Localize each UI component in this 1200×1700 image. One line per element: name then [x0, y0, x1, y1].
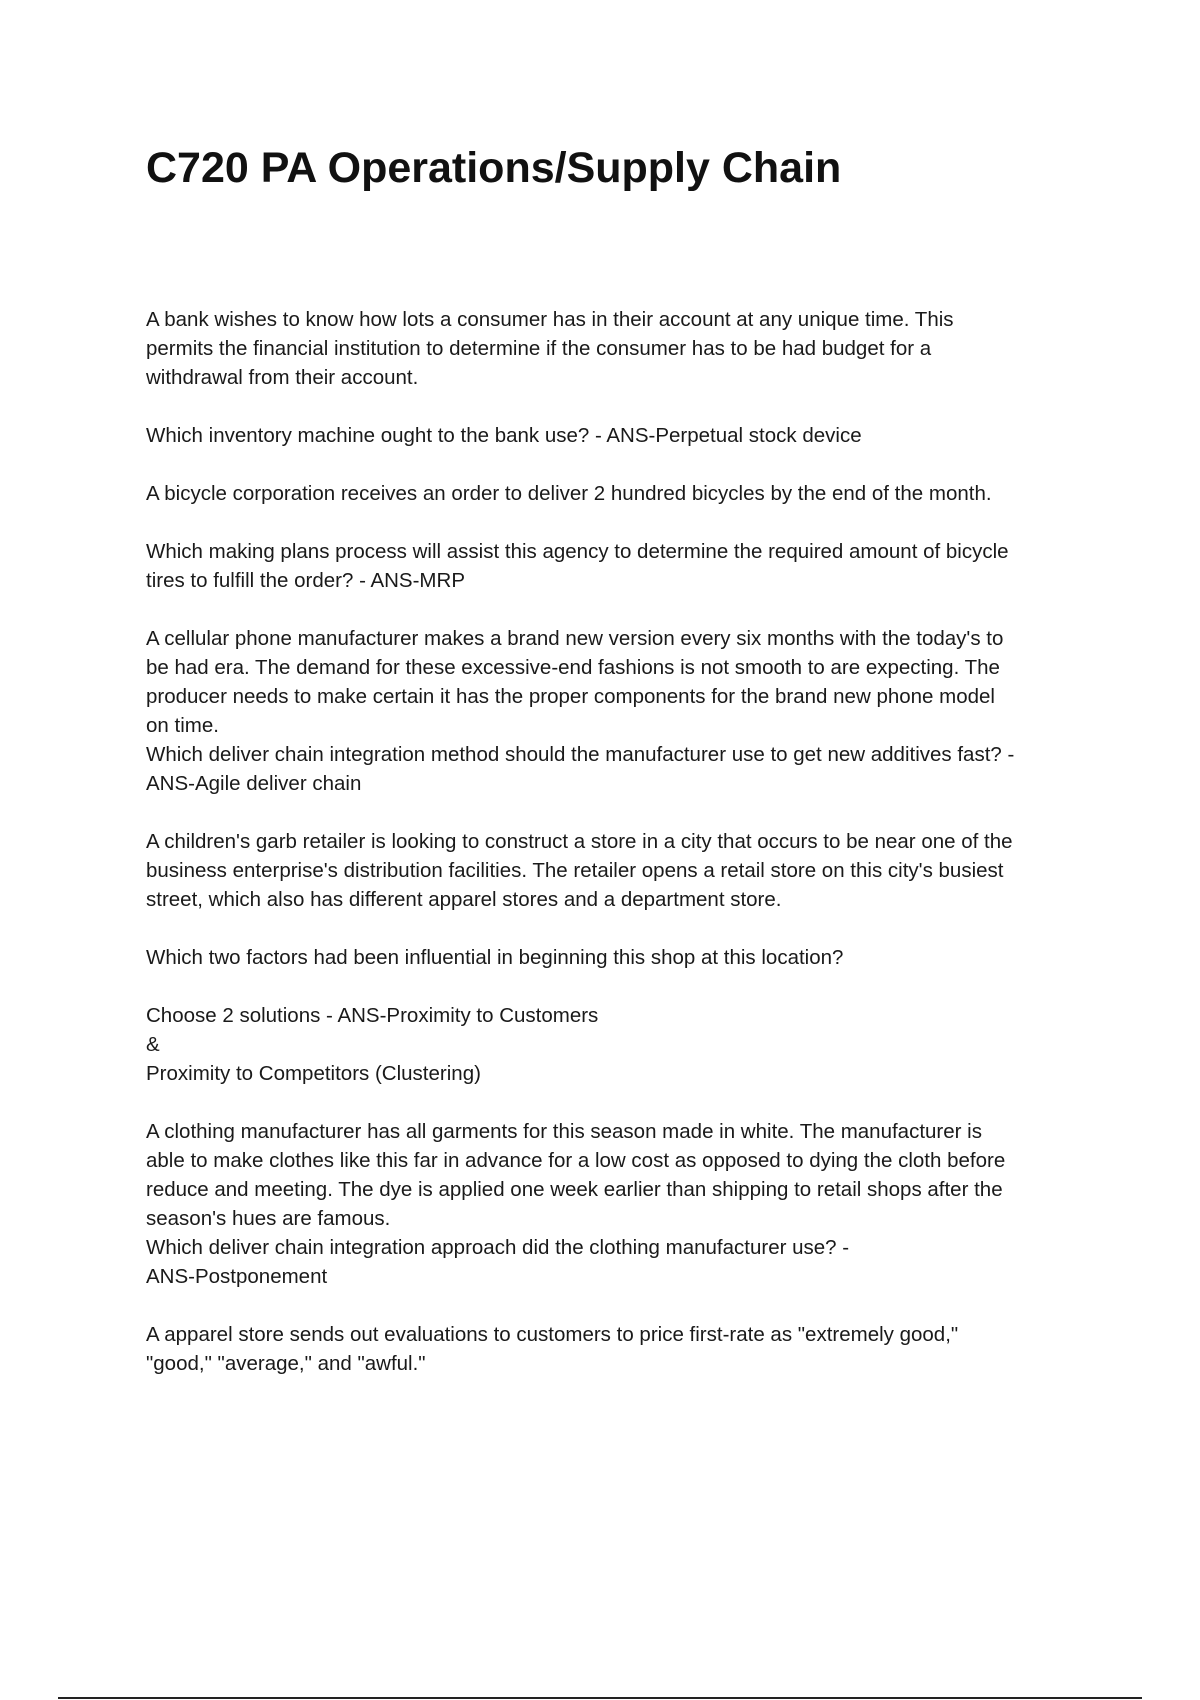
text-line: ANS-Agile deliver chain — [146, 772, 362, 795]
paragraph-bicycle-question — [146, 479, 1096, 508]
paragraph-bicycle-answer — [146, 537, 1096, 595]
text-line: able to make clothes like this far in advance for a low cost as opposed to dying the cloth before — [146, 1149, 1006, 1172]
text-line: Proximity to Competitors (Clustering) — [146, 1062, 481, 1085]
text-line: A children's garb retailer is looking to construct a store in a city that occurs to be near one of the — [146, 830, 1013, 853]
text-line: street, which also has different apparel stores and a department store. — [146, 888, 782, 911]
text-line: reduce and meeting. The dye is applied one week earlier than shipping to retail shops after the — [146, 1178, 1003, 1201]
text-line: ANS-Postponement — [146, 1265, 328, 1288]
paragraph-bank-answer — [146, 421, 1096, 450]
text-line: Which deliver chain integration approach did the clothing manufacturer use? - — [146, 1236, 850, 1259]
text-line: Which deliver chain integration method should the manufacturer use to get new additives fast? - — [146, 743, 1015, 766]
text-line: A bank wishes to know how lots a consumer has in their account at any unique time. This — [146, 308, 954, 331]
paragraph-cellular-phone — [146, 624, 1096, 798]
paragraph-bank-question — [146, 305, 1096, 392]
paragraph-apparel-store — [146, 1320, 1096, 1378]
text-line: A cellular phone manufacturer makes a brand new version every six months with the today's to — [146, 627, 1004, 650]
text-line: Which two factors had been influential in beginning this shop at this location? — [146, 946, 844, 969]
text-line: be had era. The demand for these excessive-end fashions is not smooth to are expecting. The — [146, 656, 1000, 679]
text-line: withdrawal from their account. — [146, 366, 419, 389]
text-line: A clothing manufacturer has all garments for this season made in white. The manufacturer is — [146, 1120, 982, 1143]
text-line: business enterprise's distribution facilities. The retailer opens a retail store on this city's busiest — [146, 859, 1004, 882]
text-line: A apparel store sends out evaluations to customers to price first-rate as "extremely good," — [146, 1323, 959, 1346]
text-line: Choose 2 solutions - ANS-Proximity to Customers — [146, 1004, 599, 1027]
text-line: "good," "average," and "awful." — [146, 1352, 426, 1375]
paragraph-childrens-garb — [146, 827, 1096, 914]
text-line: Which making plans process will assist this agency to determine the required amount of bicycle — [146, 540, 1009, 563]
paragraph-two-factors-question — [146, 943, 1096, 972]
document-title: C720 PA Operations/Supply Chain — [146, 144, 842, 192]
text-line: on time. — [146, 714, 219, 737]
document-body — [146, 305, 1096, 1407]
page-bottom-divider — [58, 1697, 1142, 1699]
text-line: tires to fulfill the order? - ANS-MRP — [146, 569, 465, 592]
paragraph-two-factors-answer — [146, 1001, 1096, 1088]
paragraph-clothing-manufacturer — [146, 1117, 1096, 1291]
text-line: & — [146, 1033, 160, 1056]
text-line: permits the financial institution to determine if the consumer has to be had budget for a — [146, 337, 932, 360]
text-line: A bicycle corporation receives an order to deliver 2 hundred bicycles by the end of the month. — [146, 482, 992, 505]
text-line: producer needs to make certain it has the proper components for the brand new phone model — [146, 685, 995, 708]
text-line: Which inventory machine ought to the bank use? - ANS-Perpetual stock device — [146, 424, 862, 447]
text-line: season's hues are famous. — [146, 1207, 391, 1230]
